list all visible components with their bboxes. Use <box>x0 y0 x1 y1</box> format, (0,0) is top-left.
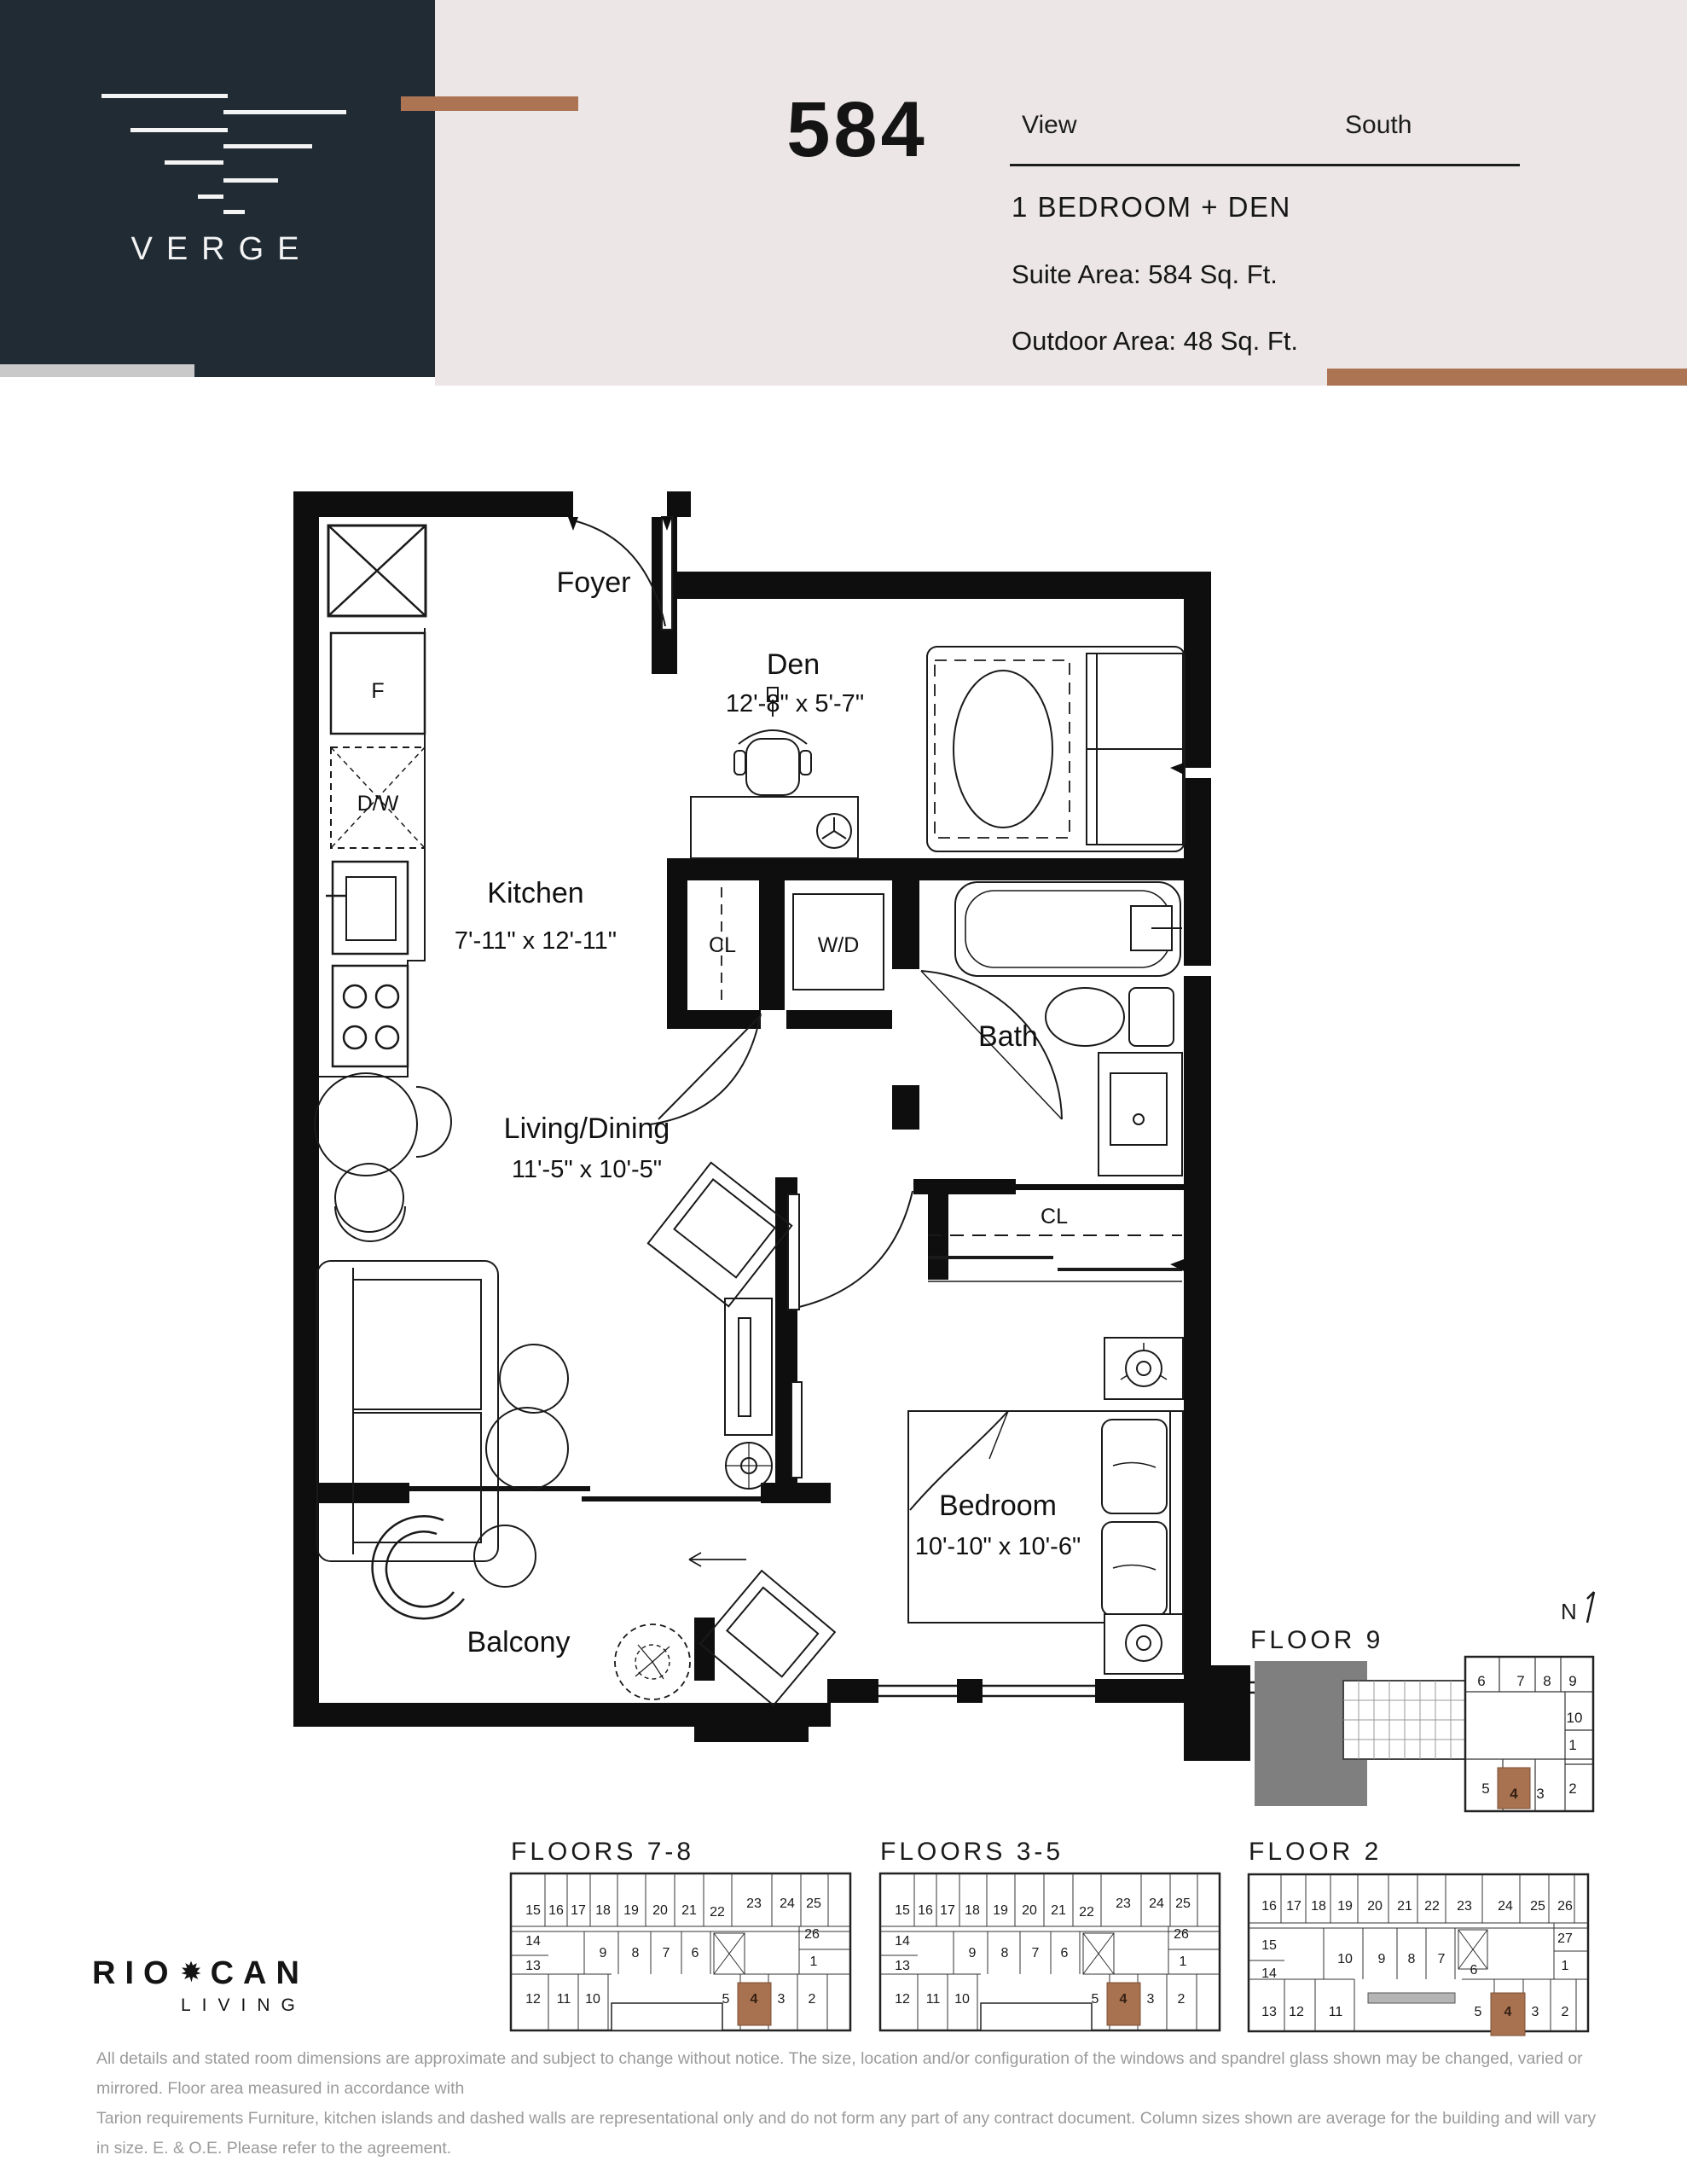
keyplan-unit-number: 25 <box>1530 1899 1545 1914</box>
keyplan-floors78-title: FLOORS 7-8 <box>511 1838 695 1866</box>
keyplan-unit-number: 12 <box>1289 2005 1304 2019</box>
keyplan-unit-number: 2 <box>1568 1780 1577 1797</box>
bedroom-closet <box>928 1235 1182 1281</box>
keyplan-unit-number: 2 <box>808 1992 816 2007</box>
keyplan-unit-number: 11 <box>1328 2005 1343 2019</box>
keyplan-unit-number: 27 <box>1557 1931 1573 1946</box>
keyplan-unit-number: 6 <box>1060 1946 1069 1960</box>
keyplan-floor9-title: FLOOR 9 <box>1250 1626 1384 1654</box>
label-washer-dryer: W/D <box>817 933 860 957</box>
label-closet-hall: CL <box>709 933 736 957</box>
keyplan-unit-number: 23 <box>1457 1899 1472 1914</box>
keyplan-unit-number: 1 <box>809 1955 818 1969</box>
disclaimer-text <box>96 2044 1606 2164</box>
keyplan-unit-number: 3 <box>1531 2005 1539 2019</box>
balcony-furniture <box>373 1516 835 1705</box>
keyplan-floor9 <box>1228 1583 1620 1831</box>
keyplan-floor2 <box>1238 1836 1605 2049</box>
keyplan-unit-number: 7 <box>1437 1952 1446 1966</box>
disclaimer-line2: Tarion requirements Furniture, kitchen islands and dashed walls are representational only and do not form any part of any contract document. Column sizes shown are average for the building and will vary in size. E. & O.E. Please refer to the agreement. <box>96 2109 1597 2158</box>
keyplan-unit-number: 8 <box>1000 1946 1009 1960</box>
keyplan-floors78 <box>499 1836 866 2049</box>
keyplan-unit-number: 10 <box>1566 1710 1583 1726</box>
keyplan-floor2-title: FLOOR 2 <box>1249 1838 1383 1866</box>
keyplan-unit-number: 4 <box>1510 1786 1518 1802</box>
keyplan-unit-number: 1 <box>1179 1955 1187 1969</box>
keyplan-unit-number: 19 <box>1337 1899 1353 1914</box>
keyplan-unit-number: 22 <box>1079 1905 1094 1920</box>
keyplan-unit-number: 22 <box>710 1905 725 1920</box>
keyplan-unit-number: 2 <box>1561 2005 1569 2019</box>
dim-den: 12'-8" x 5'-7" <box>725 690 865 717</box>
keyplan-unit-number: 10 <box>585 1992 600 2007</box>
keyplan-unit-number: 1 <box>1561 1959 1569 1973</box>
keyplan-unit-number: 3 <box>777 1992 786 2007</box>
keyplan-unit-number: 17 <box>1286 1899 1301 1914</box>
keyplan-unit-number: 10 <box>954 1992 970 2007</box>
keyplan-unit-number: 8 <box>1543 1673 1551 1689</box>
keyplan-unit-number: 14 <box>525 1934 541 1949</box>
keyplan-unit-number: 4 <box>1119 1992 1128 2007</box>
keyplan-unit-number: 7 <box>1516 1673 1525 1689</box>
keyplan-unit-number: 9 <box>1568 1673 1577 1689</box>
keyplan-unit-number: 4 <box>1504 2005 1512 2019</box>
keyplan-unit-number: 7 <box>1031 1946 1040 1960</box>
keyplan-unit-number: 15 <box>525 1903 541 1918</box>
keyplan-unit-number: 24 <box>780 1896 795 1911</box>
keyplan-unit-number: 3 <box>1536 1786 1545 1802</box>
keyplan-unit-number: 15 <box>895 1903 910 1918</box>
verge-logo-lines <box>101 94 346 214</box>
dim-living: 11'-5" x 10'-5" <box>511 1156 663 1183</box>
header-divider-line <box>1010 164 1520 166</box>
floorplan-drawing <box>281 486 1262 1766</box>
keyplan-unit-number: 25 <box>806 1896 821 1911</box>
north-arrow-icon <box>1587 1592 1594 1623</box>
keyplan-unit-number: 14 <box>1261 1966 1277 1981</box>
maple-leaf-icon <box>180 1960 202 1983</box>
keyplan-unit-number: 9 <box>599 1946 607 1960</box>
keyplan-floors35-building <box>880 1873 1220 2030</box>
keyplan-unit-number: 7 <box>662 1946 670 1960</box>
keyplan-unit-number: 20 <box>1022 1903 1037 1918</box>
keyplan-unit-number: 21 <box>681 1903 697 1918</box>
keyplan-unit-number: 6 <box>691 1946 699 1960</box>
keyplan-unit-number: 5 <box>1091 1992 1099 2007</box>
keyplan-unit-number: 23 <box>1116 1896 1131 1911</box>
keyplan-unit-number: 11 <box>556 1992 571 2007</box>
keyplan-unit-number: 16 <box>548 1903 564 1918</box>
keyplan-unit-number: 12 <box>525 1992 541 2007</box>
label-living: Living/Dining <box>503 1112 670 1145</box>
outdoor-area: Outdoor Area: 48 Sq. Ft. <box>1012 326 1299 356</box>
riocan-logo-part1: RIO <box>92 1955 178 1991</box>
keyplan-unit-number: 4 <box>750 1992 758 2007</box>
keyplan-floors35-title: FLOORS 3-5 <box>880 1838 1064 1866</box>
keyplan-unit-number: 9 <box>968 1946 977 1960</box>
keyplan-unit-number: 2 <box>1177 1992 1186 2007</box>
keyplan-unit-number: 15 <box>1261 1938 1277 1953</box>
keyplan-unit-number: 9 <box>1377 1952 1386 1966</box>
brand-logo-block <box>0 0 435 377</box>
keyplan-unit-number: 19 <box>993 1903 1008 1918</box>
keyplan-unit-number: 25 <box>1175 1896 1191 1911</box>
keyplan-unit-number: 16 <box>1261 1899 1277 1914</box>
keyplan-unit-number: 13 <box>895 1959 910 1973</box>
label-balcony: Balcony <box>467 1626 571 1658</box>
label-fridge: F <box>371 679 385 703</box>
keyplan-unit-number: 24 <box>1498 1899 1513 1914</box>
keyplan-unit-number: 5 <box>722 1992 730 2007</box>
verge-logo-text: VERGE <box>130 231 313 267</box>
view-value: South <box>1345 111 1412 139</box>
keyplan-unit-number: 26 <box>1174 1927 1189 1942</box>
keyplan-terrace-grid <box>1343 1681 1465 1759</box>
label-closet-bedroom: CL <box>1041 1205 1068 1228</box>
keyplan-unit-number: 13 <box>1261 2005 1277 2019</box>
riocan-logo-sub: LIVING <box>181 1995 306 2015</box>
copper-accent-bar-top <box>401 96 578 111</box>
keyplan-unit-number: 20 <box>652 1903 668 1918</box>
north-label: N <box>1561 1599 1577 1624</box>
keyplan-unit-number: 20 <box>1367 1899 1383 1914</box>
disclaimer-line1: All details and stated room dimensions are approximate and subject to change without notice. The size, location and/or configuration of the windows and spandrel glass shown may be changed, varied or mirrored. Floor area measured in accordance with <box>96 2049 1583 2099</box>
den-furniture <box>691 647 1185 858</box>
keyplan-unit-number: 21 <box>1397 1899 1412 1914</box>
keyplan-unit-number: 22 <box>1424 1899 1440 1914</box>
keyplan-floor2-canopy <box>1368 1993 1455 2003</box>
label-den: Den <box>766 648 820 681</box>
suite-number: 584 <box>786 86 928 173</box>
dim-bedroom: 10'-10" x 10'-6" <box>914 1533 1081 1560</box>
keyplan-unit-number: 5 <box>1481 1780 1490 1797</box>
keyplan-unit-number: 1 <box>1568 1737 1577 1753</box>
label-bedroom: Bedroom <box>939 1490 1057 1522</box>
label-dishwasher: D/W <box>357 792 399 816</box>
verge-logo-icon <box>85 78 358 283</box>
label-foyer: Foyer <box>556 566 631 599</box>
copper-accent-bar-right <box>1327 369 1687 386</box>
keyplan-unit-number: 14 <box>895 1934 910 1949</box>
keyplan-unit-number: 12 <box>895 1992 910 2007</box>
keyplan-unit-number: 21 <box>1051 1903 1066 1918</box>
view-label: View <box>1022 111 1077 139</box>
dim-kitchen: 7'-11" x 12'-11" <box>454 927 617 955</box>
keyplan-unit-number: 24 <box>1149 1896 1164 1911</box>
keyplan-unit-number: 8 <box>631 1946 640 1960</box>
riocan-living-logo <box>92 1955 309 2016</box>
keyplan-unit-number: 19 <box>623 1903 639 1918</box>
keyplan-floors35 <box>868 1836 1235 2049</box>
label-bath: Bath <box>978 1020 1038 1053</box>
unit-type: 1 BEDROOM + DEN <box>1012 191 1291 223</box>
gray-accent-strip <box>0 364 194 377</box>
keyplan-unit-number: 8 <box>1407 1952 1416 1966</box>
keyplan-unit-number: 11 <box>925 1992 941 2007</box>
keyplan-unit-number: 17 <box>571 1903 586 1918</box>
keyplan-unit-number: 10 <box>1337 1952 1353 1966</box>
keyplan-unit-number: 6 <box>1477 1673 1486 1689</box>
keyplan-unit-number: 17 <box>940 1903 955 1918</box>
keyplan-floors78-building <box>511 1873 850 2030</box>
keyplan-unit-number: 5 <box>1474 2005 1482 2019</box>
label-kitchen: Kitchen <box>487 877 584 909</box>
keyplan-unit-number: 23 <box>746 1896 762 1911</box>
keyplan-unit-number: 3 <box>1146 1992 1155 2007</box>
keyplan-unit-number: 6 <box>1470 1963 1478 1978</box>
keyplan-unit-number: 26 <box>804 1927 820 1942</box>
keyplan-unit-number: 26 <box>1557 1899 1573 1914</box>
keyplan-unit-number: 13 <box>525 1959 541 1973</box>
keyplan-unit-number: 18 <box>595 1903 611 1918</box>
keyplan-unit-number: 18 <box>1311 1899 1326 1914</box>
keyplan-unit-number: 16 <box>918 1903 933 1918</box>
keyplan-unit-number: 18 <box>965 1903 980 1918</box>
suite-area: Suite Area: 584 Sq. Ft. <box>1012 259 1278 289</box>
riocan-logo-part2: CAN <box>210 1955 309 1991</box>
